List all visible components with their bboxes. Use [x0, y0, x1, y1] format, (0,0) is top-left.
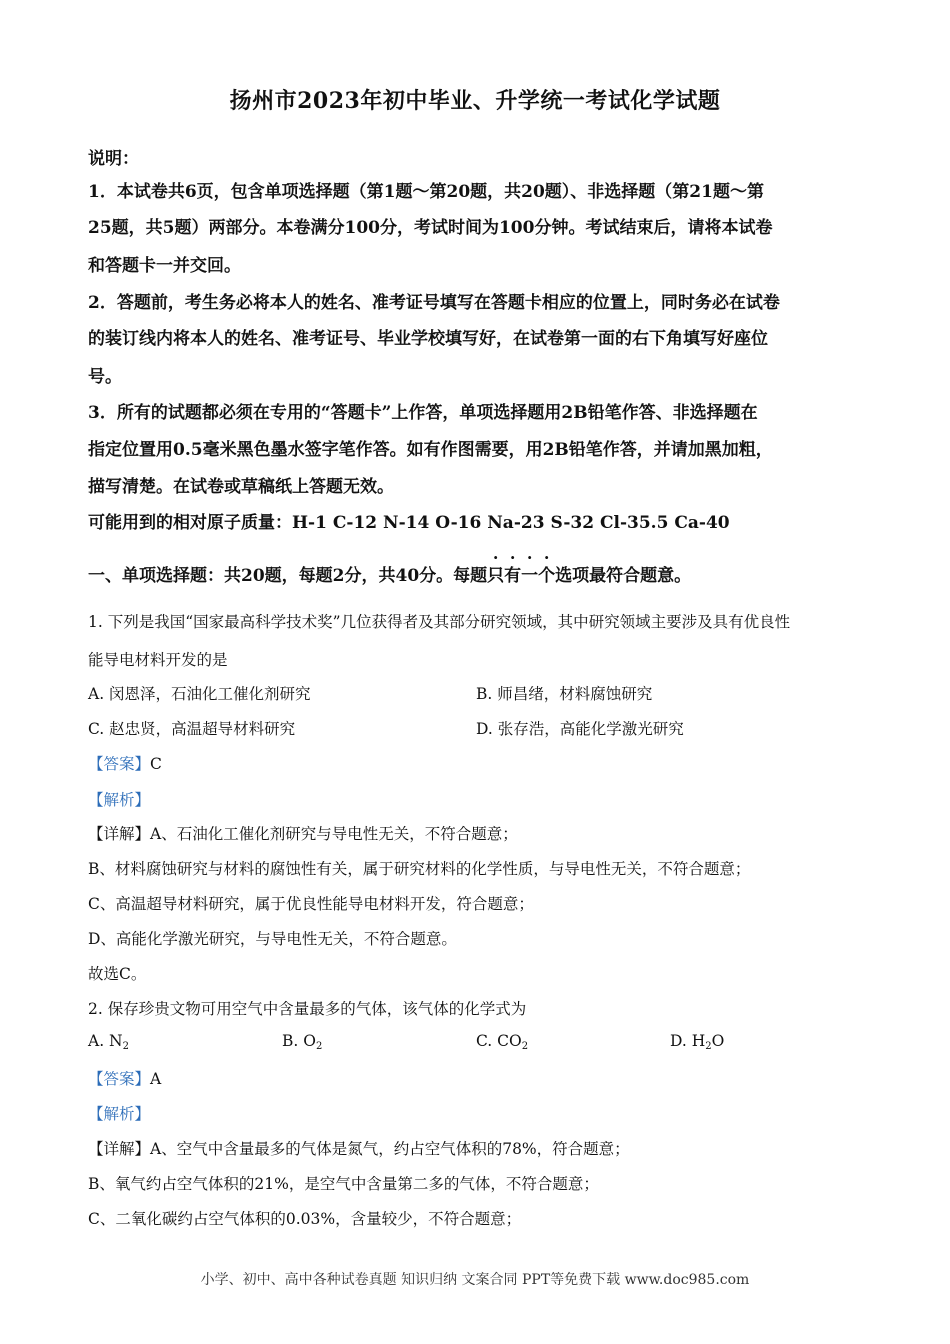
detail-text: A、空气中含量最多的气体是氮气，约占空气体积的78%，符合题意； [150, 1140, 630, 1158]
question-2-detail [88, 1137, 630, 1159]
question-1-stem: 能导电材料开发的是 [88, 651, 228, 669]
emphasis-char: 只 [487, 566, 505, 586]
notes-heading: 说明： [88, 149, 139, 169]
detail-tag: 【详解】 [88, 1140, 151, 1158]
detail-text: C、高温超导材料研究，属于优良性能导电材料开发，符合题意； [88, 895, 534, 913]
question-1-option-c: C. 赵忠贤，高温超导材料研究 [88, 720, 296, 738]
question-1-option-d: D. 张存浩，高能化学激光研究 [476, 720, 684, 738]
notes-line: 1．本试卷共6页，包含单项选择题（第1题～第20题，共20题）、非选择题（第21题～第 [88, 182, 764, 202]
section-heading-text: 一、单项选择题：共20题，每题2分，共40分。每题 [88, 566, 488, 586]
detail-text: A、石油化工催化剂研究与导电性无关，不符合题意； [150, 825, 518, 843]
notes-line: 25题，共5题）两部分。本卷满分100分，考试时间为100分钟。考试结束后，请将本试卷 [88, 218, 773, 238]
atomic-masses: 可能用到的相对原子质量：H-1 C-12 N-14 O-16 Na-23 S-32 Cl-35.5 Ca-40 [88, 513, 730, 533]
notes-line: 号。 [88, 367, 122, 387]
question-1-answer [88, 752, 162, 774]
answer-tag: 【答案】 [88, 755, 151, 773]
answer-value: C [150, 755, 162, 773]
detail-text: B、氧气约占空气体积的21%，是空气中含量第二多的气体，不符合题意； [88, 1175, 599, 1193]
notes-line: 的装订线内将本人的姓名、准考证号、毕业学校填写好，在试卷第一面的右下角填写好座位 [88, 329, 768, 349]
question-2-option-a: A. $N_2$ [88, 1032, 129, 1052]
emphasis-char: 个 [538, 566, 556, 586]
notes-line: 指定位置用0.5毫米黑色墨水签字笔作答。如有作图需要，用2B铅笔作答，并请加黑加粗， [88, 440, 773, 460]
emphasis-char: 有 [504, 566, 522, 586]
question-1-stem: 1. 下列是我国“国家最高科学技术奖”几位获得者及其部分研究领域，其中研究领域主要涉及具有优良性 [88, 613, 791, 631]
notes-line: 描写清楚。在试卷或草稿纸上答题无效。 [88, 477, 394, 497]
answer-tag: 【答案】 [88, 1070, 151, 1088]
exam-title: 扬州市2023年初中毕业、升学统一考试化学试题 [229, 88, 721, 114]
analysis-tag: 【解析】 [88, 1105, 151, 1123]
question-2-answer [88, 1067, 161, 1089]
page-footer: 小学、初中、高中各种试卷真题 知识归纳 文案合同 PPT等免费下载 www.doc985.com [200, 1272, 750, 1288]
question-2-option-d: D. $H_2O$ [670, 1032, 725, 1052]
question-1-detail [88, 822, 518, 844]
detail-text: 故选C。 [88, 965, 147, 983]
detail-text: C、二氧化碳约占空气体积的0.03%，含量较少，不符合题意； [88, 1210, 522, 1228]
detail-tag: 【详解】 [88, 825, 151, 843]
question-2-option-c: C. $CO_2$ [476, 1032, 529, 1052]
question-2-stem: 2. 保存珍贵文物可用空气中含量最多的气体，该气体的化学式为 [88, 1000, 527, 1018]
emphasis-char: 一 [521, 566, 539, 586]
detail-text: D、高能化学激光研究，与导电性无关，不符合题意。 [88, 930, 457, 948]
detail-text: B、材料腐蚀研究与材料的腐蚀性有关，属于研究材料的化学性质，与导电性无关，不符合题意； [88, 860, 751, 878]
question-1-option-b: B. 师昌绪，材料腐蚀研究 [476, 685, 653, 703]
question-2-option-b: B. $O_2$ [282, 1032, 323, 1052]
notes-line: 3．所有的试题都必须在专用的“答题卡”上作答，单项选择题用2B铅笔作答、非选择题在 [88, 403, 758, 423]
analysis-tag: 【解析】 [88, 791, 151, 809]
section-heading [88, 561, 691, 586]
section-heading-text: 选项最符合题意。 [555, 566, 692, 586]
notes-line: 和答题卡一并交回。 [88, 256, 241, 276]
answer-value: A [150, 1070, 162, 1088]
question-1-option-a: A. 闵恩泽，石油化工催化剂研究 [88, 685, 311, 703]
notes-line: 2．答题前，考生务必将本人的姓名、准考证号填写在答题卡相应的位置上，同时务必在试卷 [88, 293, 780, 313]
